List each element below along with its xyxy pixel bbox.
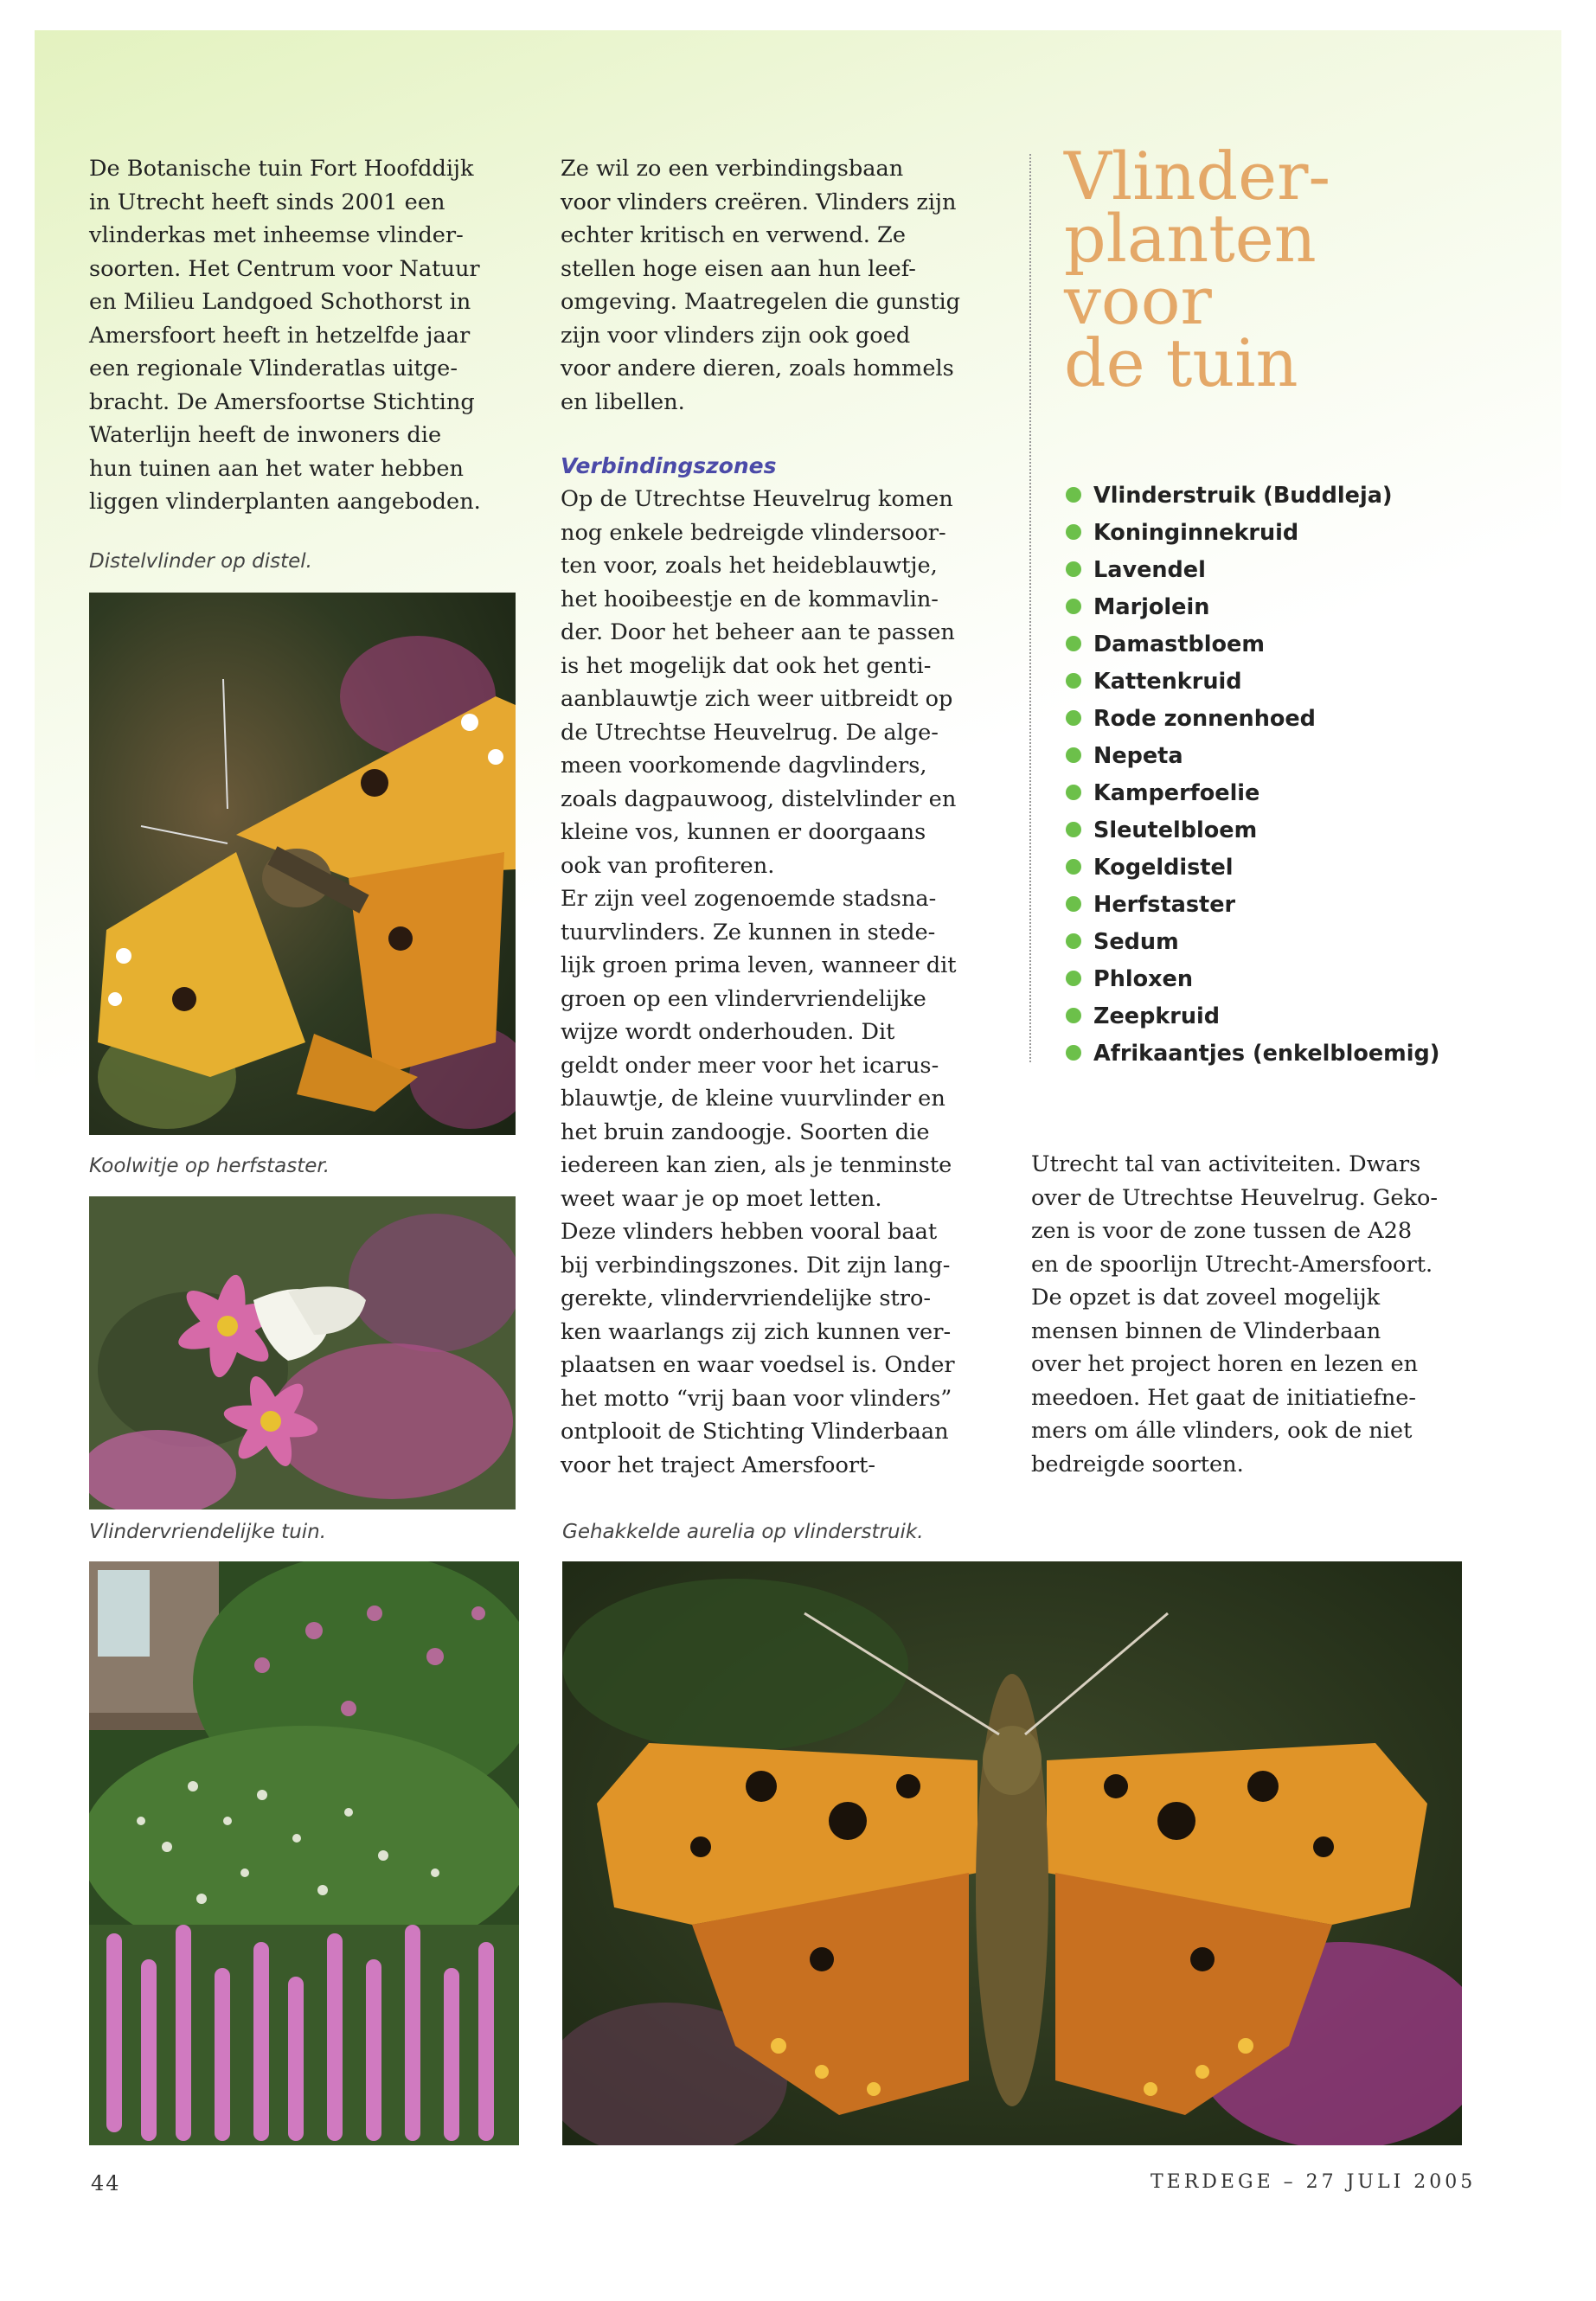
col1-line: vlinderkas met inheemse vlinder-: [89, 222, 464, 248]
col2-body-line: het hooibeestje en de kommavlin-: [561, 586, 939, 612]
col2-intro-line: stellen hoge eisen aan hun leef-: [561, 255, 916, 282]
article-column-1: [89, 152, 522, 519]
bullet-dot-icon: [1066, 859, 1081, 875]
col1-line: Waterlijn heeft de inwoners die: [89, 422, 442, 448]
col2-intro-line: echter kritisch en verwend. Ze: [561, 222, 906, 248]
col2-body-line: bij verbindingszones. Dit zijn lang-: [561, 1252, 951, 1279]
col2-body-line: het motto “vrij baan voor vlinders”: [561, 1385, 952, 1412]
plant-list-item: [1066, 887, 1439, 924]
bullet-dot-icon: [1066, 599, 1081, 614]
plant-name: Nepeta: [1093, 743, 1183, 769]
bullet-dot-icon: [1066, 747, 1081, 763]
col1-line: bracht. De Amersfoortse Stichting: [89, 388, 475, 415]
col1-line: soorten. Het Centrum voor Natuur: [89, 255, 480, 282]
bullet-dot-icon: [1066, 673, 1081, 689]
bullet-dot-icon: [1066, 487, 1081, 503]
col2-intro-line: omgeving. Maatregelen die gunstig: [561, 289, 961, 315]
col1-line: een regionale Vlinderatlas uitge-: [89, 356, 458, 381]
plant-name: Phloxen: [1093, 966, 1193, 992]
col2-body-line: iedereen kan zien, als je tenminste: [561, 1152, 952, 1178]
plant-name: Afrikaantjes (enkelbloemig): [1093, 1041, 1440, 1067]
plant-name: Kogeldistel: [1093, 855, 1234, 881]
col3-line: over het project horen en lezen en: [1031, 1351, 1419, 1377]
bullet-dot-icon: [1066, 561, 1081, 577]
plant-name: Zeepkruid: [1093, 1003, 1221, 1029]
plant-list-item: [1066, 812, 1439, 849]
col2-body-line: weet waar je op moet letten.: [561, 1185, 882, 1212]
bullet-dot-icon: [1066, 636, 1081, 651]
col2-body-line: voor het traject Amersfoort-: [561, 1452, 876, 1478]
sidebar-divider: [1029, 154, 1031, 1062]
col2-body-line: nog enkele bedreigde vlindersoor-: [561, 519, 946, 546]
col2-body-line: Deze vlinders hebben vooral baat: [561, 1219, 938, 1245]
col2-body-line: der. Door het beheer aan te passen: [561, 619, 955, 645]
bullet-dot-icon: [1066, 710, 1081, 726]
col2-intro-line: en libellen.: [561, 388, 685, 415]
col2-body-line: het bruin zandoogje. Soorten die: [561, 1118, 930, 1145]
col3-line: Utrecht tal van activiteiten. Dwars: [1031, 1151, 1421, 1177]
sidebar-title-line: planten: [1064, 200, 1317, 277]
bullet-dot-icon: [1066, 933, 1081, 949]
col3-line: zen is voor de zone tussen de A28: [1031, 1218, 1413, 1244]
plant-list-item: [1066, 701, 1439, 738]
plant-name: Vlinderstruik (Buddleja): [1093, 483, 1393, 509]
photo-koolwitje: [89, 1196, 516, 1509]
col2-body-line: groen op een vlindervriendelijke: [561, 985, 926, 1012]
col3-line: en de spoorlijn Utrecht-Amersfoort.: [1031, 1251, 1433, 1278]
plant-name: Koninginnekruid: [1093, 520, 1299, 546]
plant-name: Sedum: [1093, 929, 1179, 955]
plant-list-item: [1066, 1035, 1439, 1073]
article-column-3: [1031, 1148, 1481, 1481]
col2-body-line: wijze wordt onderhouden. Dit: [561, 1019, 895, 1045]
bullet-dot-icon: [1066, 822, 1081, 837]
col2-body-line: lijk groen prima leven, wanneer dit: [561, 952, 957, 978]
col2-body-line: Op de Utrechtse Heuvelrug komen: [561, 486, 953, 512]
bullet-dot-icon: [1066, 524, 1081, 540]
plant-list-item: [1066, 515, 1439, 552]
col3-line: mers om álle vlinders, ook de niet: [1031, 1418, 1413, 1444]
plant-name: Rode zonnenhoed: [1093, 706, 1316, 732]
plant-name: Sleutelbloem: [1093, 817, 1258, 843]
bullet-dot-icon: [1066, 896, 1081, 912]
col1-line: De Botanische tuin Fort Hoofddijk: [89, 156, 474, 182]
caption-aurelia: Gehakkelde aurelia op vlinderstruik.: [562, 1521, 924, 1543]
publication-footer: TERDEGE – 27 JULI 2005: [1151, 2171, 1477, 2193]
col1-line: hun tuinen aan het water hebben: [89, 455, 464, 482]
page-number: 44: [91, 2171, 121, 2195]
plant-list-item: [1066, 589, 1439, 626]
col2-body-line: ken waarlangs zij zich kunnen ver-: [561, 1318, 952, 1345]
col3-line: De opzet is dat zoveel mogelijk: [1031, 1285, 1381, 1311]
col1-line: liggen vlinderplanten aangeboden.: [89, 489, 481, 515]
col2-intro-line: voor andere dieren, zoals hommels: [561, 356, 954, 381]
col2-body-line: de Utrechtse Heuvelrug. De alge-: [561, 719, 939, 746]
col2-body-line: plaatsen en waar voedsel is. Onder: [561, 1352, 955, 1378]
bullet-dot-icon: [1066, 1008, 1081, 1023]
sidebar-title-line: de tuin: [1064, 324, 1298, 401]
photo-vlindertuin: [89, 1561, 519, 2145]
col2-body-line: tuurvlinders. Ze kunnen in stede-: [561, 919, 936, 945]
col2-body-line: aanblauwtje zich weer uitbreidt op: [561, 686, 953, 712]
plant-list-item: [1066, 626, 1439, 663]
plant-list-item: [1066, 663, 1439, 701]
plant-name: Marjolein: [1093, 594, 1210, 620]
plant-list-item: [1066, 924, 1439, 961]
plant-list: [1066, 478, 1439, 1073]
col1-line: Amersfoort heeft in hetzelfde jaar: [89, 322, 471, 349]
caption-distelvlinder: Distelvlinder op distel.: [89, 550, 312, 573]
col3-line: over de Utrechtse Heuvelrug. Geko-: [1031, 1184, 1439, 1211]
plant-name: Kamperfoelie: [1093, 780, 1260, 806]
col2-body-line: blauwtje, de kleine vuurvlinder en: [561, 1086, 945, 1112]
sidebar-title: [1064, 138, 1497, 401]
col2-body-line: ook van profiteren.: [561, 852, 775, 879]
col2-intro-line: voor vlinders creëren. Vlinders zijn: [561, 189, 957, 215]
article-column-2-body: [561, 483, 993, 1482]
plant-list-item: [1066, 775, 1439, 812]
col2-body-line: gerekte, vlindervriendelijke stro-: [561, 1285, 932, 1311]
col3-line: meedoen. Het gaat de initiatiefne-: [1031, 1384, 1417, 1411]
col2-body-line: geldt onder meer voor het icarus-: [561, 1052, 939, 1079]
plant-name: Herfstaster: [1093, 892, 1236, 918]
photo-distelvlinder: [89, 593, 516, 1135]
col2-body-line: Er zijn veel zogenoemde stadsna-: [561, 886, 937, 912]
plant-list-item: [1066, 961, 1439, 998]
col3-line: bedreigde soorten.: [1031, 1451, 1244, 1477]
caption-tuin: Vlindervriendelijke tuin.: [89, 1521, 327, 1543]
plant-list-item: [1066, 738, 1439, 775]
col1-line: en Milieu Landgoed Schothorst in: [89, 289, 471, 315]
plant-list-item: [1066, 849, 1439, 887]
col2-body-line: ontplooit de Stichting Vlinderbaan: [561, 1419, 949, 1445]
caption-koolwitje: Koolwitje op herfstaster.: [89, 1155, 330, 1177]
article-column-2-intro: [561, 152, 993, 419]
col3-line: mensen binnen de Vlinderbaan: [1031, 1317, 1381, 1344]
col2-body-line: is het mogelijk dat ook het genti-: [561, 652, 932, 679]
sidebar-title-line: voor: [1064, 262, 1212, 339]
plant-name: Kattenkruid: [1093, 669, 1242, 695]
col2-body-line: ten voor, zoals het heideblauwtje,: [561, 553, 938, 579]
photo-gehakkelde-aurelia: [562, 1561, 1462, 2145]
bullet-dot-icon: [1066, 1045, 1081, 1061]
section-subhead: Verbindingszones: [561, 453, 777, 478]
plant-list-item: [1066, 478, 1439, 515]
col2-intro-line: zijn voor vlinders zijn ook goed: [561, 322, 911, 349]
bullet-dot-icon: [1066, 785, 1081, 800]
plant-list-item: [1066, 552, 1439, 589]
col2-body-line: zoals dagpauwoog, distelvlinder en: [561, 785, 957, 812]
plant-list-item: [1066, 998, 1439, 1035]
col2-body-line: meen voorkomende dagvlinders,: [561, 753, 927, 779]
sidebar-title-line: Vlinder-: [1064, 138, 1331, 215]
bullet-dot-icon: [1066, 971, 1081, 986]
plant-name: Damastbloem: [1093, 631, 1265, 657]
plant-name: Lavendel: [1093, 557, 1206, 583]
col2-intro-line: Ze wil zo een verbindingsbaan: [561, 156, 904, 182]
col1-line: in Utrecht heeft sinds 2001 een: [89, 189, 445, 215]
col2-body-line: kleine vos, kunnen er doorgaans: [561, 819, 926, 845]
